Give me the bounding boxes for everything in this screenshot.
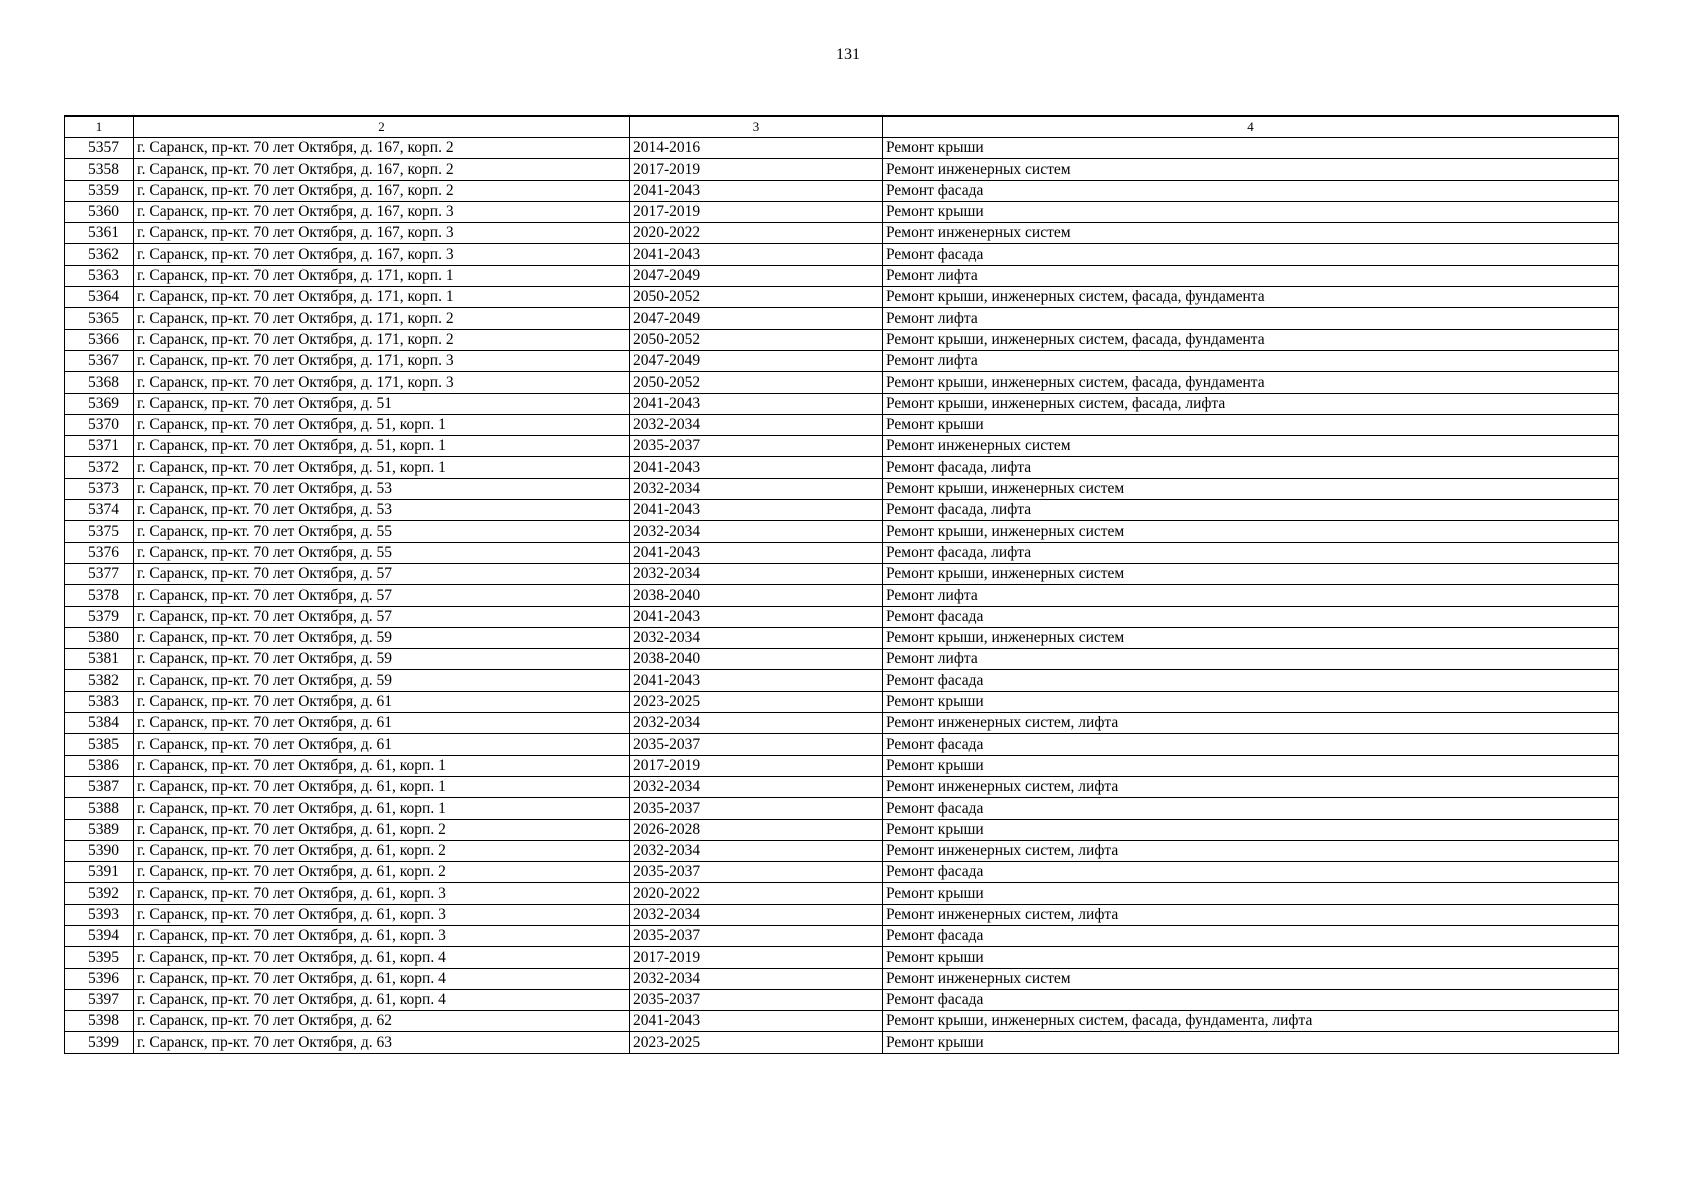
table-row (65, 627, 1619, 648)
address-cell: г. Саранск, пр-кт. 70 лет Октября, д. 57 (134, 606, 630, 627)
row-number-cell: 5369 (65, 393, 134, 414)
period-cell: 2047-2049 (630, 265, 883, 286)
address-cell: г. Саранск, пр-кт. 70 лет Октября, д. 61, корп. 3 (134, 904, 630, 925)
period-cell: 2026-2028 (630, 819, 883, 840)
address-cell: г. Саранск, пр-кт. 70 лет Октября, д. 61, корп. 2 (134, 840, 630, 861)
row-number-cell: 5395 (65, 947, 134, 968)
address-cell: г. Саранск, пр-кт. 70 лет Октября, д. 171, корп. 3 (134, 350, 630, 371)
work-type-cell: Ремонт инженерных систем, лифта (883, 776, 1619, 797)
address-cell: г. Саранск, пр-кт. 70 лет Октября, д. 61 (134, 713, 630, 734)
address-cell: г. Саранск, пр-кт. 70 лет Октября, д. 167, корп. 2 (134, 138, 630, 159)
table-row (65, 500, 1619, 521)
table-row (65, 265, 1619, 286)
address-cell: г. Саранск, пр-кт. 70 лет Октября, д. 167, корп. 3 (134, 244, 630, 265)
work-type-cell: Ремонт крыши, инженерных систем (883, 563, 1619, 584)
work-type-cell: Ремонт фасада (883, 180, 1619, 201)
row-number-cell: 5397 (65, 989, 134, 1010)
work-type-cell: Ремонт фасада, лифта (883, 500, 1619, 521)
period-cell: 2020-2022 (630, 223, 883, 244)
table-row (65, 159, 1619, 180)
address-cell: г. Саранск, пр-кт. 70 лет Октября, д. 59 (134, 627, 630, 648)
work-type-cell: Ремонт фасада (883, 925, 1619, 946)
row-number-cell: 5365 (65, 308, 134, 329)
work-type-cell: Ремонт фасада, лифта (883, 457, 1619, 478)
row-number-cell: 5383 (65, 691, 134, 712)
row-number-cell: 5380 (65, 627, 134, 648)
table-row (65, 244, 1619, 265)
table-row (65, 1011, 1619, 1032)
work-type-cell: Ремонт фасада (883, 989, 1619, 1010)
work-type-cell: Ремонт крыши (883, 201, 1619, 222)
row-number-cell: 5360 (65, 201, 134, 222)
work-type-cell: Ремонт крыши, инженерных систем, фасада, фундамента (883, 287, 1619, 308)
row-number-cell: 5391 (65, 862, 134, 883)
period-cell: 2035-2037 (630, 734, 883, 755)
row-number-cell: 5357 (65, 138, 134, 159)
row-number-cell: 5377 (65, 563, 134, 584)
address-cell: г. Саранск, пр-кт. 70 лет Октября, д. 57 (134, 563, 630, 584)
period-cell: 2041-2043 (630, 393, 883, 414)
period-cell: 2041-2043 (630, 457, 883, 478)
work-type-cell: Ремонт инженерных систем (883, 223, 1619, 244)
row-number-cell: 5387 (65, 776, 134, 797)
row-number-cell: 5382 (65, 670, 134, 691)
period-cell: 2017-2019 (630, 201, 883, 222)
row-number-cell: 5390 (65, 840, 134, 861)
table-row (65, 138, 1619, 159)
work-type-cell: Ремонт фасада (883, 670, 1619, 691)
table-row (65, 670, 1619, 691)
address-cell: г. Саранск, пр-кт. 70 лет Октября, д. 61 (134, 734, 630, 755)
period-cell: 2032-2034 (630, 521, 883, 542)
row-number-cell: 5374 (65, 500, 134, 521)
period-cell: 2017-2019 (630, 947, 883, 968)
address-cell: г. Саранск, пр-кт. 70 лет Октября, д. 61 (134, 691, 630, 712)
work-type-cell: Ремонт инженерных систем (883, 436, 1619, 457)
table-row (65, 457, 1619, 478)
table-body (65, 138, 1619, 1054)
row-number-cell: 5371 (65, 436, 134, 457)
row-number-cell: 5392 (65, 883, 134, 904)
header-col-3: 3 (630, 116, 883, 138)
table-row (65, 968, 1619, 989)
address-cell: г. Саранск, пр-кт. 70 лет Октября, д. 61, корп. 4 (134, 968, 630, 989)
work-type-cell: Ремонт лифта (883, 265, 1619, 286)
address-cell: г. Саранск, пр-кт. 70 лет Октября, д. 61, корп. 1 (134, 776, 630, 797)
row-number-cell: 5361 (65, 223, 134, 244)
period-cell: 2035-2037 (630, 862, 883, 883)
row-number-cell: 5384 (65, 713, 134, 734)
period-cell: 2041-2043 (630, 670, 883, 691)
table-row (65, 563, 1619, 584)
address-cell: г. Саранск, пр-кт. 70 лет Октября, д. 167, корп. 3 (134, 223, 630, 244)
address-cell: г. Саранск, пр-кт. 70 лет Октября, д. 63 (134, 1032, 630, 1053)
period-cell: 2035-2037 (630, 798, 883, 819)
table-row (65, 542, 1619, 563)
table-row (65, 840, 1619, 861)
table-row (65, 883, 1619, 904)
work-type-cell: Ремонт инженерных систем, лифта (883, 904, 1619, 925)
table-row (65, 585, 1619, 606)
row-number-cell: 5396 (65, 968, 134, 989)
table-row (65, 904, 1619, 925)
table-row (65, 947, 1619, 968)
work-type-cell: Ремонт фасада (883, 862, 1619, 883)
work-type-cell: Ремонт крыши (883, 1032, 1619, 1053)
period-cell: 2023-2025 (630, 1032, 883, 1053)
work-type-cell: Ремонт лифта (883, 350, 1619, 371)
period-cell: 2050-2052 (630, 329, 883, 350)
repair-schedule-table (64, 115, 1619, 1054)
period-cell: 2050-2052 (630, 372, 883, 393)
address-cell: г. Саранск, пр-кт. 70 лет Октября, д. 51, корп. 1 (134, 457, 630, 478)
work-type-cell: Ремонт крыши (883, 691, 1619, 712)
address-cell: г. Саранск, пр-кт. 70 лет Октября, д. 167, корп. 3 (134, 201, 630, 222)
row-number-cell: 5363 (65, 265, 134, 286)
row-number-cell: 5373 (65, 478, 134, 499)
table-row (65, 521, 1619, 542)
table-row (65, 287, 1619, 308)
work-type-cell: Ремонт крыши, инженерных систем (883, 627, 1619, 648)
period-cell: 2041-2043 (630, 500, 883, 521)
address-cell: г. Саранск, пр-кт. 70 лет Октября, д. 55 (134, 521, 630, 542)
period-cell: 2047-2049 (630, 350, 883, 371)
work-type-cell: Ремонт лифта (883, 585, 1619, 606)
period-cell: 2032-2034 (630, 776, 883, 797)
address-cell: г. Саранск, пр-кт. 70 лет Октября, д. 171, корп. 3 (134, 372, 630, 393)
period-cell: 2017-2019 (630, 159, 883, 180)
table-row (65, 393, 1619, 414)
table-row (65, 180, 1619, 201)
row-number-cell: 5359 (65, 180, 134, 201)
work-type-cell: Ремонт фасада, лифта (883, 542, 1619, 563)
address-cell: г. Саранск, пр-кт. 70 лет Октября, д. 53 (134, 478, 630, 499)
address-cell: г. Саранск, пр-кт. 70 лет Октября, д. 55 (134, 542, 630, 563)
row-number-cell: 5366 (65, 329, 134, 350)
work-type-cell: Ремонт крыши, инженерных систем, фасада, фундамента (883, 329, 1619, 350)
address-cell: г. Саранск, пр-кт. 70 лет Октября, д. 53 (134, 500, 630, 521)
table-header (65, 116, 1619, 138)
row-number-cell: 5393 (65, 904, 134, 925)
table-row (65, 798, 1619, 819)
table-row (65, 329, 1619, 350)
address-cell: г. Саранск, пр-кт. 70 лет Октября, д. 61, корп. 2 (134, 819, 630, 840)
period-cell: 2032-2034 (630, 627, 883, 648)
row-number-cell: 5381 (65, 649, 134, 670)
row-number-cell: 5364 (65, 287, 134, 308)
table-row (65, 201, 1619, 222)
work-type-cell: Ремонт фасада (883, 244, 1619, 265)
work-type-cell: Ремонт лифта (883, 308, 1619, 329)
row-number-cell: 5385 (65, 734, 134, 755)
table-row (65, 414, 1619, 435)
period-cell: 2014-2016 (630, 138, 883, 159)
period-cell: 2020-2022 (630, 883, 883, 904)
address-cell: г. Саранск, пр-кт. 70 лет Октября, д. 57 (134, 585, 630, 606)
row-number-cell: 5372 (65, 457, 134, 478)
row-number-cell: 5379 (65, 606, 134, 627)
work-type-cell: Ремонт крыши, инженерных систем, фасада, фундамента (883, 372, 1619, 393)
work-type-cell: Ремонт инженерных систем, лифта (883, 840, 1619, 861)
address-cell: г. Саранск, пр-кт. 70 лет Октября, д. 51 (134, 393, 630, 414)
row-number-cell: 5378 (65, 585, 134, 606)
table-row (65, 1032, 1619, 1053)
row-number-cell: 5376 (65, 542, 134, 563)
address-cell: г. Саранск, пр-кт. 70 лет Октября, д. 61, корп. 1 (134, 798, 630, 819)
period-cell: 2041-2043 (630, 606, 883, 627)
period-cell: 2032-2034 (630, 414, 883, 435)
period-cell: 2050-2052 (630, 287, 883, 308)
work-type-cell: Ремонт фасада (883, 798, 1619, 819)
address-cell: г. Саранск, пр-кт. 70 лет Октября, д. 167, корп. 2 (134, 159, 630, 180)
table-row (65, 606, 1619, 627)
table-row (65, 776, 1619, 797)
address-cell: г. Саранск, пр-кт. 70 лет Октября, д. 171, корп. 1 (134, 287, 630, 308)
table-row (65, 734, 1619, 755)
row-number-cell: 5370 (65, 414, 134, 435)
address-cell: г. Саранск, пр-кт. 70 лет Октября, д. 62 (134, 1011, 630, 1032)
address-cell: г. Саранск, пр-кт. 70 лет Октября, д. 59 (134, 649, 630, 670)
period-cell: 2038-2040 (630, 649, 883, 670)
work-type-cell: Ремонт крыши, инженерных систем, фасада, лифта (883, 393, 1619, 414)
table-row (65, 989, 1619, 1010)
table-row (65, 350, 1619, 371)
page-number: 131 (836, 46, 860, 63)
work-type-cell: Ремонт фасада (883, 606, 1619, 627)
period-cell: 2041-2043 (630, 542, 883, 563)
header-col-4: 4 (883, 116, 1619, 138)
table-row (65, 755, 1619, 776)
work-type-cell: Ремонт инженерных систем, лифта (883, 713, 1619, 734)
address-cell: г. Саранск, пр-кт. 70 лет Октября, д. 51, корп. 1 (134, 436, 630, 457)
table-row (65, 862, 1619, 883)
address-cell: г. Саранск, пр-кт. 70 лет Октября, д. 61, корп. 4 (134, 947, 630, 968)
period-cell: 2035-2037 (630, 989, 883, 1010)
work-type-cell: Ремонт крыши (883, 947, 1619, 968)
address-cell: г. Саранск, пр-кт. 70 лет Октября, д. 61, корп. 3 (134, 883, 630, 904)
address-cell: г. Саранск, пр-кт. 70 лет Октября, д. 61, корп. 1 (134, 755, 630, 776)
work-type-cell: Ремонт крыши (883, 883, 1619, 904)
period-cell: 2017-2019 (630, 755, 883, 776)
period-cell: 2041-2043 (630, 1011, 883, 1032)
period-cell: 2041-2043 (630, 180, 883, 201)
work-type-cell: Ремонт инженерных систем (883, 159, 1619, 180)
work-type-cell: Ремонт фасада (883, 734, 1619, 755)
header-col-2: 2 (134, 116, 630, 138)
row-number-cell: 5399 (65, 1032, 134, 1053)
work-type-cell: Ремонт крыши (883, 414, 1619, 435)
address-cell: г. Саранск, пр-кт. 70 лет Октября, д. 61, корп. 4 (134, 989, 630, 1010)
table-row (65, 372, 1619, 393)
period-cell: 2035-2037 (630, 925, 883, 946)
row-number-cell: 5358 (65, 159, 134, 180)
header-row (65, 116, 1619, 138)
period-cell: 2041-2043 (630, 244, 883, 265)
header-col-1: 1 (65, 116, 134, 138)
work-type-cell: Ремонт крыши, инженерных систем, фасада, фундамента, лифта (883, 1011, 1619, 1032)
address-cell: г. Саранск, пр-кт. 70 лет Октября, д. 51, корп. 1 (134, 414, 630, 435)
period-cell: 2032-2034 (630, 904, 883, 925)
address-cell: г. Саранск, пр-кт. 70 лет Октября, д. 171, корп. 2 (134, 308, 630, 329)
address-cell: г. Саранск, пр-кт. 70 лет Октября, д. 171, корп. 2 (134, 329, 630, 350)
row-number-cell: 5386 (65, 755, 134, 776)
period-cell: 2023-2025 (630, 691, 883, 712)
work-type-cell: Ремонт крыши (883, 819, 1619, 840)
period-cell: 2032-2034 (630, 968, 883, 989)
period-cell: 2032-2034 (630, 563, 883, 584)
table-row (65, 308, 1619, 329)
work-type-cell: Ремонт крыши (883, 755, 1619, 776)
row-number-cell: 5388 (65, 798, 134, 819)
work-type-cell: Ремонт лифта (883, 649, 1619, 670)
table-row (65, 223, 1619, 244)
period-cell: 2032-2034 (630, 478, 883, 499)
row-number-cell: 5368 (65, 372, 134, 393)
row-number-cell: 5389 (65, 819, 134, 840)
address-cell: г. Саранск, пр-кт. 70 лет Октября, д. 59 (134, 670, 630, 691)
table-row (65, 649, 1619, 670)
work-type-cell: Ремонт инженерных систем (883, 968, 1619, 989)
work-type-cell: Ремонт крыши, инженерных систем (883, 478, 1619, 499)
address-cell: г. Саранск, пр-кт. 70 лет Октября, д. 61, корп. 2 (134, 862, 630, 883)
period-cell: 2038-2040 (630, 585, 883, 606)
table-row (65, 478, 1619, 499)
table-row (65, 925, 1619, 946)
period-cell: 2032-2034 (630, 840, 883, 861)
row-number-cell: 5367 (65, 350, 134, 371)
period-cell: 2035-2037 (630, 436, 883, 457)
row-number-cell: 5398 (65, 1011, 134, 1032)
address-cell: г. Саранск, пр-кт. 70 лет Октября, д. 171, корп. 1 (134, 265, 630, 286)
table-row (65, 713, 1619, 734)
work-type-cell: Ремонт крыши, инженерных систем (883, 521, 1619, 542)
address-cell: г. Саранск, пр-кт. 70 лет Октября, д. 61, корп. 3 (134, 925, 630, 946)
row-number-cell: 5362 (65, 244, 134, 265)
row-number-cell: 5394 (65, 925, 134, 946)
table-row (65, 819, 1619, 840)
table-row (65, 436, 1619, 457)
table-row (65, 691, 1619, 712)
row-number-cell: 5375 (65, 521, 134, 542)
period-cell: 2047-2049 (630, 308, 883, 329)
work-type-cell: Ремонт крыши (883, 138, 1619, 159)
period-cell: 2032-2034 (630, 713, 883, 734)
address-cell: г. Саранск, пр-кт. 70 лет Октября, д. 167, корп. 2 (134, 180, 630, 201)
